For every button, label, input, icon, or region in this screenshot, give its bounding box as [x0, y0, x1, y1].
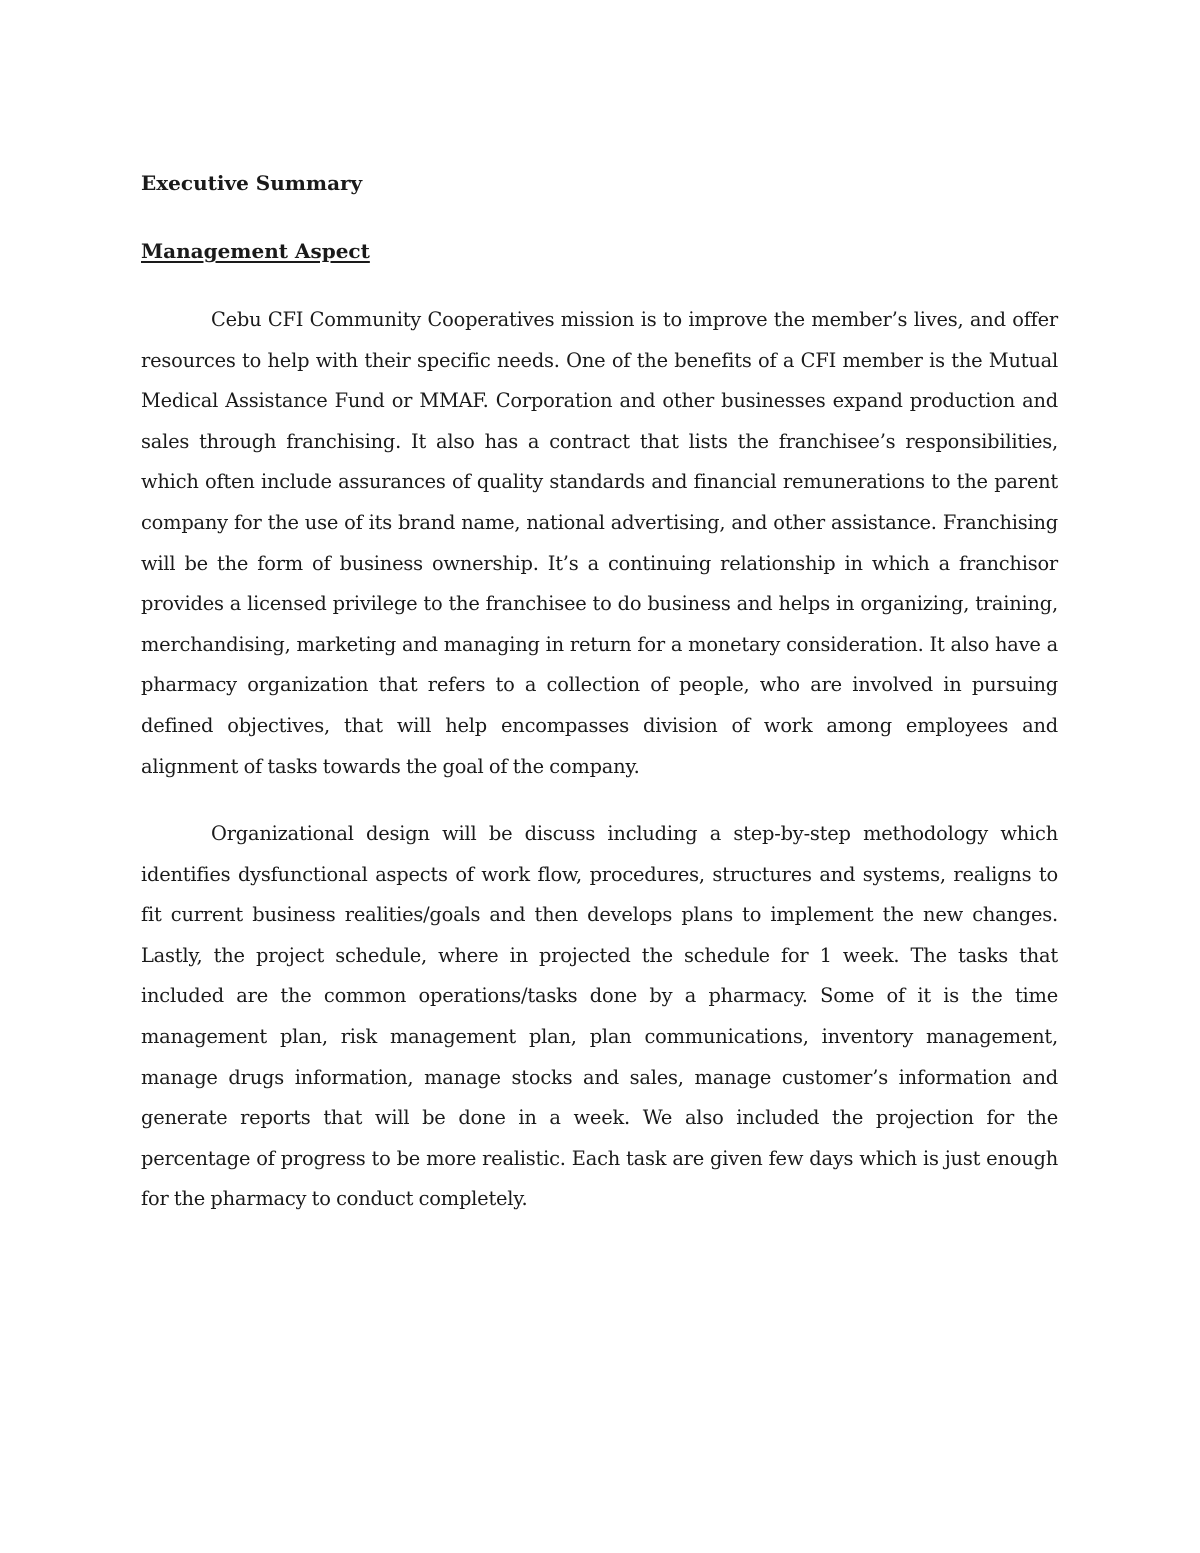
- body-paragraph: Organizational design will be discuss including a step-by-step methodology which identifies dysfunctional aspects of work flow, procedures, structures and systems, realigns to fit current business realities/goals and then develops plans to implement the new changes. Lastly, the project schedule, where in projected the schedule for 1 week. The tasks that included are the common operations/tasks done by a pharmacy. Some of it is the time management plan, risk management plan, plan communications, inventory management, manage drugs information, manage stocks and sales, manage customer’s information and generate reports that will be done in a week. We also included the projection for the percentage of progress to be more realistic. Each task are given few days which is just enough for the pharmacy to conduct completely.: [141, 822, 1058, 1211]
- document-title: Executive Summary: [141, 171, 363, 195]
- document-page: [141, 0, 1058, 1553]
- body-paragraph: Cebu CFI Community Cooperatives mission is to improve the member’s lives, and offer resources to help with their specific needs. One of the benefits of a CFI member is the Mutual Medical Assistance Fund or MMAF. Corporation and other businesses expand production and sales through franchising. It also has a contract that lists the franchisee’s responsibilities, which often include assurances of quality standards and financial remunerations to the parent company for the use of its brand name, national advertising, and other assistance. Franchising will be the form of business ownership. It’s a continuing relationship in which a franchisor provides a licensed privilege to the franchisee to do business and helps in organizing, training, merchandising, marketing and managing in return for a monetary consideration. It also have a pharmacy organization that refers to a collection of people, who are involved in pursuing defined objectives, that will help encompasses division of work among employees and alignment of tasks towards the goal of the company.: [141, 308, 1058, 778]
- section-heading-management-aspect: Management Aspect: [141, 239, 370, 263]
